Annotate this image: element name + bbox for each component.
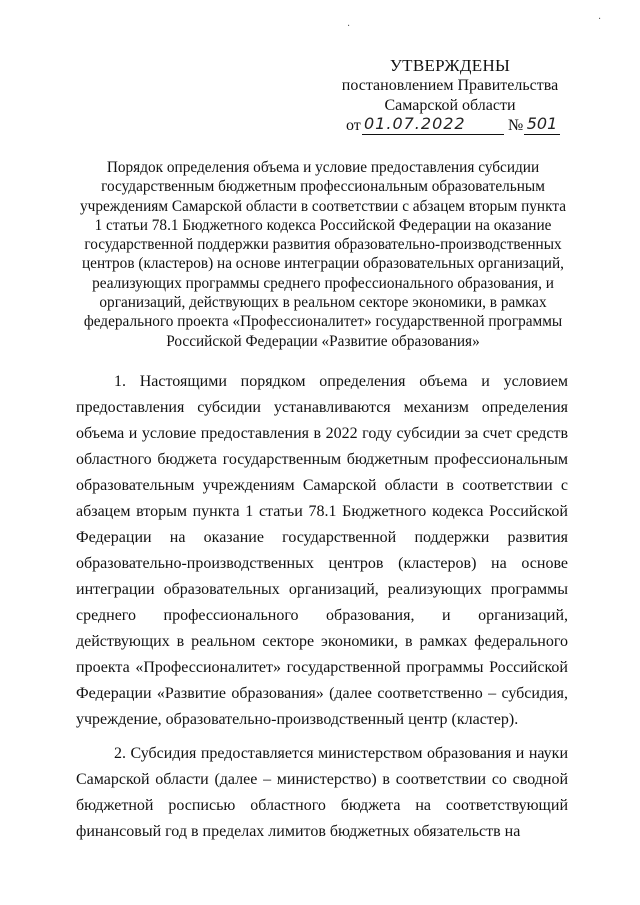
approval-date-line [340, 116, 560, 136]
handwritten-date: 01.07.2022 [362, 114, 504, 135]
approval-line-2: Самарской области [384, 97, 516, 114]
scan-speck: · [598, 14, 602, 25]
document-body [76, 369, 568, 845]
approval-block [340, 56, 560, 136]
paragraph-2: 2. Субсидия предоставляется министерством образования и науки Самарской области (далее – министерство) в соответствии со сводной бюджетной росписью областного бюджета на соответствующий финансовый год в пределах лимитов бюджетных обязательств на [76, 745, 568, 840]
paragraph-1: 1. Настоящими порядком определения объема и условием предоставления субсидии устанавливаются механизм определения объема и условие предоставления в 2022 году субсидии за счет средств областного бюджета государственным бюджетным профессиональным образовательным учреждениям Самарской области в соответствии с абзацем вторым пункта 1 статьи 78.1 Бюджетного кодекса Российской Федерации на оказание государственной поддержки развития образовательно-производственных центров (кластеров) на основе интеграции образовательных организаций, реализующих программы среднего профессионального образования, и организаций, действующих в реальном секторе экономики, в рамках федерального проекта «Профессионалитет» государственной программы Российской Федерации «Развитие образования» (далее соответственно – субсидия, учреждение, образовательно-производственный центр (кластер). [76, 373, 568, 728]
number-prefix: № [508, 117, 524, 134]
document-title: Порядок определения объема и условие предоставления субсидии государственным бюджетным профессиональным образовательным учреждениям Самарской области в соответствии с абзацем вторым пункта 1 статьи 78.1 Бюджетного кодекса Российской Федерации на оказание государственной поддержки развития образовательно-производственных центров (кластеров) на основе интеграции образовательных организаций, реализующих программы среднего профессионального образования, и организаций, действующих в реальном секторе экономики, в рамках федерального проекта «Профессионалитет» государственной программы Российской Федерации «Развитие образования» [79, 159, 567, 350]
date-prefix: от [346, 117, 361, 134]
approval-line-1: постановлением Правительства [341, 77, 559, 94]
approval-heading: УТВЕРЖДЕНЫ [389, 56, 511, 75]
handwritten-number: 501 [524, 114, 560, 135]
scan-speck: · [347, 21, 351, 32]
